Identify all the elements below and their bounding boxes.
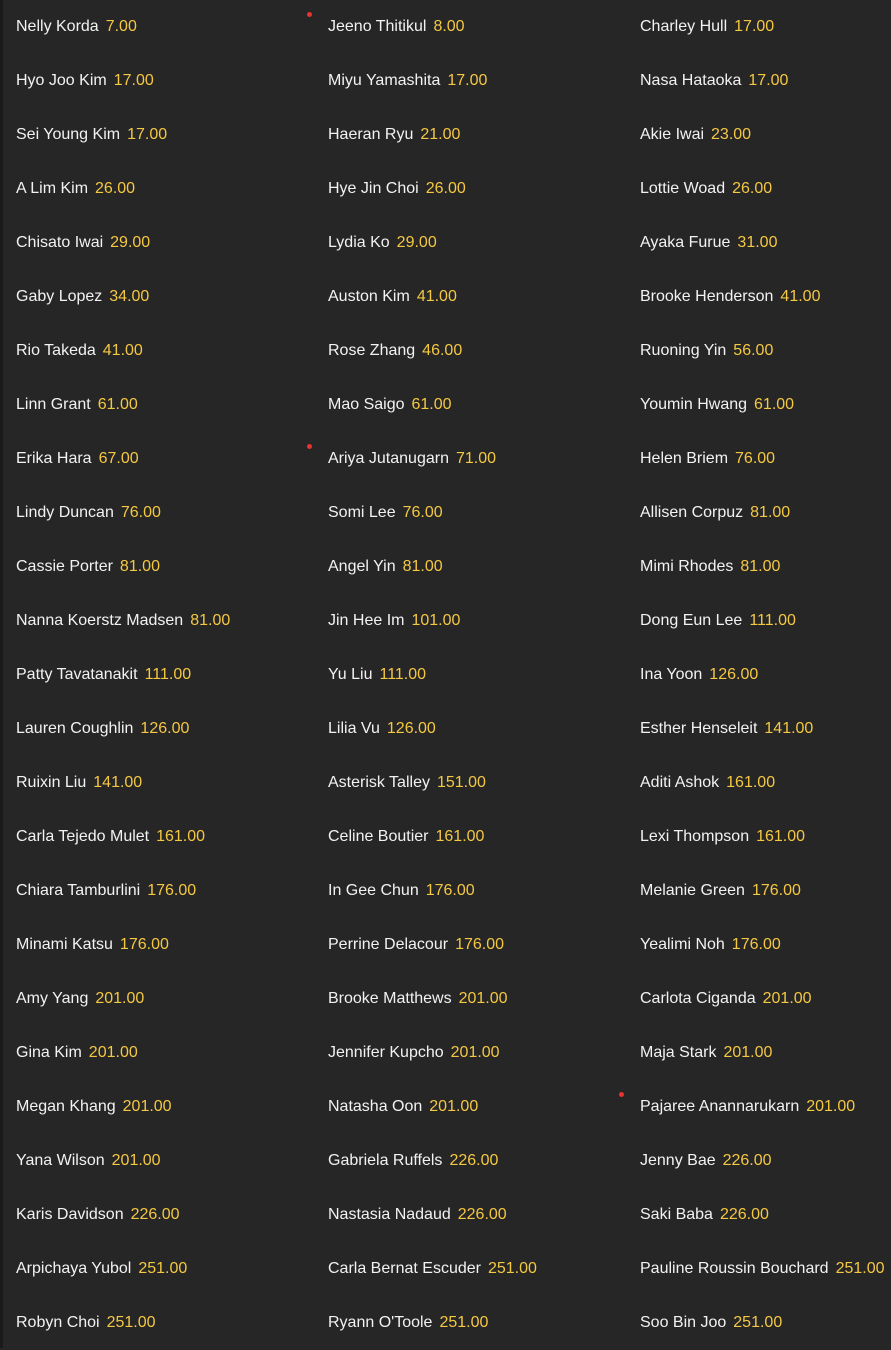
player-selection[interactable] bbox=[312, 54, 624, 108]
player-name: Erika Hara bbox=[16, 450, 92, 467]
player-name: Youmin Hwang bbox=[640, 396, 748, 413]
player-name: Megan Khang bbox=[16, 1098, 116, 1115]
player-odds[interactable]: 176.00 bbox=[731, 936, 781, 953]
player-name: Ryann O'Toole bbox=[328, 1314, 433, 1331]
player-name: Soo Bin Joo bbox=[640, 1314, 727, 1331]
player-name: Arpichaya Yubol bbox=[16, 1260, 132, 1277]
player-selection[interactable] bbox=[0, 432, 312, 486]
player-odds[interactable]: 251.00 bbox=[439, 1314, 489, 1331]
player-selection[interactable] bbox=[624, 540, 891, 594]
player-name: Dong Eun Lee bbox=[640, 612, 743, 629]
player-name: Celine Boutier bbox=[328, 828, 429, 845]
player-odds[interactable]: 201.00 bbox=[429, 1098, 479, 1115]
player-name: Lilia Vu bbox=[328, 720, 380, 737]
player-selection[interactable] bbox=[624, 1080, 891, 1134]
player-odds[interactable]: 81.00 bbox=[750, 504, 791, 521]
player-selection[interactable] bbox=[624, 756, 891, 810]
player-odds[interactable]: 161.00 bbox=[156, 828, 206, 845]
player-name: Helen Briem bbox=[640, 450, 729, 467]
player-name: Yana Wilson bbox=[16, 1152, 105, 1169]
player-selection[interactable] bbox=[624, 486, 891, 540]
player-odds[interactable]: 76.00 bbox=[402, 504, 443, 521]
player-selection[interactable] bbox=[0, 1296, 312, 1350]
player-selection[interactable] bbox=[312, 324, 624, 378]
player-selection[interactable] bbox=[0, 702, 312, 756]
player-odds[interactable]: 111.00 bbox=[144, 666, 192, 683]
player-selection[interactable] bbox=[0, 54, 312, 108]
player-odds[interactable]: 176.00 bbox=[119, 936, 169, 953]
player-selection[interactable] bbox=[624, 378, 891, 432]
player-selection[interactable] bbox=[312, 1134, 624, 1188]
player-name: Gabriela Ruffels bbox=[328, 1152, 443, 1169]
player-odds[interactable]: 151.00 bbox=[436, 774, 486, 791]
player-selection[interactable] bbox=[0, 486, 312, 540]
player-name: Cassie Porter bbox=[16, 558, 113, 575]
player-selection[interactable] bbox=[0, 270, 312, 324]
player-name: Hye Jin Choi bbox=[328, 180, 419, 197]
player-odds[interactable]: 76.00 bbox=[120, 504, 161, 521]
player-odds[interactable]: 201.00 bbox=[806, 1098, 856, 1115]
player-odds[interactable]: 8.00 bbox=[433, 18, 465, 35]
player-name: Pajaree Anannarukarn bbox=[640, 1098, 800, 1115]
player-name: Asterisk Talley bbox=[328, 774, 430, 791]
player-name: Somi Lee bbox=[328, 504, 396, 521]
player-odds[interactable]: 21.00 bbox=[420, 126, 461, 143]
player-selection[interactable] bbox=[312, 162, 624, 216]
player-name: Gaby Lopez bbox=[16, 288, 103, 305]
player-odds[interactable]: 26.00 bbox=[732, 180, 773, 197]
player-odds[interactable]: 201.00 bbox=[450, 1044, 500, 1061]
player-odds[interactable]: 201.00 bbox=[122, 1098, 172, 1115]
player-selection[interactable] bbox=[312, 378, 624, 432]
player-selection[interactable] bbox=[312, 972, 624, 1026]
player-odds[interactable]: 41.00 bbox=[416, 288, 457, 305]
player-odds[interactable]: 61.00 bbox=[97, 396, 138, 413]
player-selection[interactable] bbox=[624, 432, 891, 486]
player-selection[interactable] bbox=[0, 0, 312, 54]
player-name: Karis Davidson bbox=[16, 1206, 124, 1223]
player-odds[interactable]: 17.00 bbox=[748, 72, 789, 89]
player-name: Miyu Yamashita bbox=[328, 72, 441, 89]
player-name: Ayaka Furue bbox=[640, 234, 731, 251]
player-odds[interactable]: 81.00 bbox=[119, 558, 160, 575]
player-odds[interactable]: 226.00 bbox=[130, 1206, 180, 1223]
player-name: Allisen Corpuz bbox=[640, 504, 744, 521]
player-selection[interactable] bbox=[0, 864, 312, 918]
player-name: Brooke Matthews bbox=[328, 990, 452, 1007]
player-odds[interactable]: 71.00 bbox=[455, 450, 497, 467]
player-odds[interactable]: 29.00 bbox=[110, 234, 151, 251]
player-odds[interactable]: 176.00 bbox=[751, 882, 801, 899]
player-selection[interactable] bbox=[624, 1296, 891, 1350]
player-odds[interactable]: 161.00 bbox=[435, 828, 485, 845]
player-selection[interactable] bbox=[312, 540, 624, 594]
player-odds[interactable]: 161.00 bbox=[726, 774, 776, 791]
player-selection[interactable] bbox=[0, 378, 312, 432]
player-odds[interactable]: 176.00 bbox=[425, 882, 475, 899]
player-selection[interactable] bbox=[312, 216, 624, 270]
player-selection[interactable] bbox=[312, 756, 624, 810]
player-selection[interactable] bbox=[624, 594, 891, 648]
player-selection[interactable] bbox=[624, 702, 891, 756]
player-odds[interactable]: 81.00 bbox=[402, 558, 443, 575]
player-selection[interactable] bbox=[624, 1026, 891, 1080]
player-name: Jenny Bae bbox=[640, 1152, 716, 1169]
player-name: Mao Saigo bbox=[328, 396, 405, 413]
player-odds[interactable]: 161.00 bbox=[756, 828, 806, 845]
player-odds[interactable]: 81.00 bbox=[740, 558, 781, 575]
player-odds[interactable]: 17.00 bbox=[734, 18, 775, 35]
player-name: Chisato Iwai bbox=[16, 234, 104, 251]
player-odds[interactable]: 251.00 bbox=[138, 1260, 188, 1277]
player-name: Aditi Ashok bbox=[640, 774, 720, 791]
player-odds[interactable]: 61.00 bbox=[754, 396, 795, 413]
player-selection[interactable] bbox=[0, 1242, 312, 1296]
player-odds[interactable]: 141.00 bbox=[764, 720, 814, 737]
player-odds[interactable]: 226.00 bbox=[457, 1206, 507, 1223]
player-selection[interactable] bbox=[0, 216, 312, 270]
player-name: Auston Kim bbox=[328, 288, 410, 305]
player-odds[interactable]: 81.00 bbox=[190, 612, 231, 629]
player-selection[interactable] bbox=[312, 810, 624, 864]
player-odds[interactable]: 201.00 bbox=[88, 1044, 138, 1061]
player-name: Jennifer Kupcho bbox=[328, 1044, 444, 1061]
player-name: Amy Yang bbox=[16, 990, 89, 1007]
player-selection[interactable] bbox=[624, 1242, 891, 1296]
player-odds[interactable]: 34.00 bbox=[109, 288, 150, 305]
player-name: Charley Hull bbox=[640, 18, 728, 35]
player-odds[interactable]: 17.00 bbox=[113, 72, 154, 89]
player-odds[interactable]: 17.00 bbox=[447, 72, 488, 89]
player-selection[interactable] bbox=[312, 1080, 624, 1134]
player-selection[interactable] bbox=[0, 108, 312, 162]
player-selection[interactable] bbox=[624, 324, 891, 378]
player-selection[interactable] bbox=[0, 756, 312, 810]
player-odds[interactable]: 111.00 bbox=[379, 666, 427, 683]
player-name: Haeran Ryu bbox=[328, 126, 414, 143]
player-odds[interactable]: 56.00 bbox=[733, 342, 774, 359]
player-selection[interactable] bbox=[624, 270, 891, 324]
player-name: Ruoning Yin bbox=[640, 342, 727, 359]
player-name: Hyo Joo Kim bbox=[16, 72, 107, 89]
player-selection[interactable] bbox=[624, 648, 891, 702]
player-odds[interactable]: 7.00 bbox=[105, 18, 137, 35]
player-selection[interactable] bbox=[0, 648, 312, 702]
player-name: Rose Zhang bbox=[328, 342, 416, 359]
player-odds[interactable]: 31.00 bbox=[737, 234, 778, 251]
player-selection[interactable] bbox=[312, 864, 624, 918]
live-indicator-dot bbox=[619, 1092, 624, 1097]
player-selection[interactable] bbox=[624, 54, 891, 108]
player-name: Maja Stark bbox=[640, 1044, 717, 1061]
player-selection[interactable] bbox=[0, 1080, 312, 1134]
player-selection[interactable] bbox=[624, 972, 891, 1026]
player-name: Carlota Ciganda bbox=[640, 990, 756, 1007]
player-odds[interactable]: 111.00 bbox=[749, 612, 796, 629]
player-odds[interactable]: 251.00 bbox=[106, 1314, 156, 1331]
player-name: Linn Grant bbox=[16, 396, 91, 413]
player-selection[interactable] bbox=[0, 1188, 312, 1242]
player-selection[interactable] bbox=[624, 162, 891, 216]
player-name: Nastasia Nadaud bbox=[328, 1206, 451, 1223]
player-odds[interactable]: 67.00 bbox=[98, 450, 139, 467]
player-odds[interactable]: 41.00 bbox=[780, 288, 821, 305]
player-name: Melanie Green bbox=[640, 882, 745, 899]
player-selection[interactable] bbox=[312, 702, 624, 756]
player-name: Pauline Roussin Bouchard bbox=[640, 1260, 829, 1277]
player-name: Yu Liu bbox=[328, 666, 373, 683]
player-selection[interactable] bbox=[312, 1296, 624, 1350]
player-name: Nanna Koerstz Madsen bbox=[16, 612, 184, 629]
player-name: In Gee Chun bbox=[328, 882, 419, 899]
player-name: Angel Yin bbox=[328, 558, 396, 575]
player-selection[interactable] bbox=[312, 918, 624, 972]
player-name: Patty Tavatanakit bbox=[16, 666, 138, 683]
player-odds[interactable]: 23.00 bbox=[711, 126, 752, 143]
player-name: Ina Yoon bbox=[640, 666, 703, 683]
player-selection[interactable] bbox=[312, 1188, 624, 1242]
player-selection[interactable] bbox=[0, 324, 312, 378]
live-indicator-dot bbox=[307, 444, 312, 449]
player-selection[interactable] bbox=[312, 594, 624, 648]
player-name: Jin Hee Im bbox=[328, 612, 405, 629]
player-odds[interactable]: 126.00 bbox=[709, 666, 759, 683]
player-odds[interactable]: 201.00 bbox=[762, 990, 812, 1007]
player-name: Natasha Oon bbox=[328, 1098, 423, 1115]
player-name: Chiara Tamburlini bbox=[16, 882, 141, 899]
player-odds[interactable]: 251.00 bbox=[835, 1260, 885, 1277]
player-odds[interactable]: 76.00 bbox=[735, 450, 776, 467]
player-selection[interactable] bbox=[0, 594, 312, 648]
player-selection[interactable] bbox=[0, 972, 312, 1026]
player-name: Perrine Delacour bbox=[328, 936, 449, 953]
player-odds[interactable]: 61.00 bbox=[411, 396, 452, 413]
player-selection[interactable] bbox=[624, 1134, 891, 1188]
player-odds[interactable]: 41.00 bbox=[102, 342, 143, 359]
player-selection[interactable] bbox=[312, 1242, 624, 1296]
player-selection[interactable] bbox=[624, 810, 891, 864]
player-odds[interactable]: 201.00 bbox=[111, 1152, 161, 1169]
player-odds[interactable]: 176.00 bbox=[455, 936, 504, 953]
player-selection[interactable] bbox=[624, 1188, 891, 1242]
player-selection[interactable] bbox=[624, 918, 891, 972]
player-name: Lydia Ko bbox=[328, 234, 390, 251]
player-odds[interactable]: 201.00 bbox=[458, 990, 508, 1007]
player-name: Lexi Thompson bbox=[640, 828, 750, 845]
player-name: Gina Kim bbox=[16, 1044, 82, 1061]
player-name: Esther Henseleit bbox=[640, 720, 758, 737]
player-selection[interactable] bbox=[624, 108, 891, 162]
player-odds[interactable]: 46.00 bbox=[422, 342, 463, 359]
player-odds[interactable]: 176.00 bbox=[147, 882, 197, 899]
player-selection[interactable] bbox=[312, 486, 624, 540]
player-odds[interactable]: 226.00 bbox=[719, 1206, 769, 1223]
player-odds[interactable]: 26.00 bbox=[95, 180, 136, 197]
player-name: Carla Bernat Escuder bbox=[328, 1260, 481, 1277]
player-name: Lottie Woad bbox=[640, 180, 726, 197]
player-name: Robyn Choi bbox=[16, 1314, 100, 1331]
player-odds[interactable]: 126.00 bbox=[386, 720, 436, 737]
player-selection[interactable] bbox=[0, 918, 312, 972]
player-name: Ariya Jutanugarn bbox=[328, 450, 449, 467]
player-name: Saki Baba bbox=[640, 1206, 713, 1223]
player-name: Nelly Korda bbox=[16, 18, 99, 35]
player-selection[interactable] bbox=[0, 810, 312, 864]
player-odds[interactable]: 26.00 bbox=[425, 180, 466, 197]
player-selection[interactable] bbox=[312, 432, 624, 486]
player-name: Ruixin Liu bbox=[16, 774, 87, 791]
player-name: Akie Iwai bbox=[640, 126, 705, 143]
player-name: Sei Young Kim bbox=[16, 126, 121, 143]
player-odds[interactable]: 251.00 bbox=[487, 1260, 537, 1277]
player-name: Minami Katsu bbox=[16, 936, 113, 953]
player-selection[interactable] bbox=[312, 0, 624, 54]
player-selection[interactable] bbox=[624, 0, 891, 54]
player-name: Brooke Henderson bbox=[640, 288, 774, 305]
player-name: Mimi Rhodes bbox=[640, 558, 734, 575]
player-name: A Lim Kim bbox=[16, 180, 89, 197]
player-odds[interactable]: 17.00 bbox=[127, 126, 168, 143]
player-odds[interactable]: 141.00 bbox=[93, 774, 143, 791]
player-selection[interactable] bbox=[0, 162, 312, 216]
player-selection[interactable] bbox=[312, 1026, 624, 1080]
player-name: Lauren Coughlin bbox=[16, 720, 134, 737]
player-selection[interactable] bbox=[624, 216, 891, 270]
player-odds[interactable]: 29.00 bbox=[396, 234, 437, 251]
player-name: Jeeno Thitikul bbox=[328, 18, 427, 35]
player-odds[interactable]: 251.00 bbox=[733, 1314, 783, 1331]
player-selection[interactable] bbox=[312, 108, 624, 162]
player-selection[interactable] bbox=[312, 648, 624, 702]
player-selection[interactable] bbox=[0, 540, 312, 594]
player-name: Lindy Duncan bbox=[16, 504, 114, 521]
player-odds[interactable]: 201.00 bbox=[95, 990, 145, 1007]
player-selection[interactable] bbox=[624, 864, 891, 918]
player-odds[interactable]: 226.00 bbox=[722, 1152, 772, 1169]
player-odds[interactable]: 226.00 bbox=[449, 1152, 499, 1169]
player-selection[interactable] bbox=[312, 270, 624, 324]
player-name: Rio Takeda bbox=[16, 342, 96, 359]
player-odds[interactable]: 126.00 bbox=[140, 720, 190, 737]
player-selection[interactable] bbox=[0, 1134, 312, 1188]
player-name: Yealimi Noh bbox=[640, 936, 725, 953]
live-indicator-dot bbox=[307, 12, 312, 17]
player-name: Carla Tejedo Mulet bbox=[16, 828, 150, 845]
player-name: Nasa Hataoka bbox=[640, 72, 742, 89]
player-odds[interactable]: 101.00 bbox=[411, 612, 461, 629]
player-selection[interactable] bbox=[0, 1026, 312, 1080]
player-odds[interactable]: 201.00 bbox=[723, 1044, 773, 1061]
